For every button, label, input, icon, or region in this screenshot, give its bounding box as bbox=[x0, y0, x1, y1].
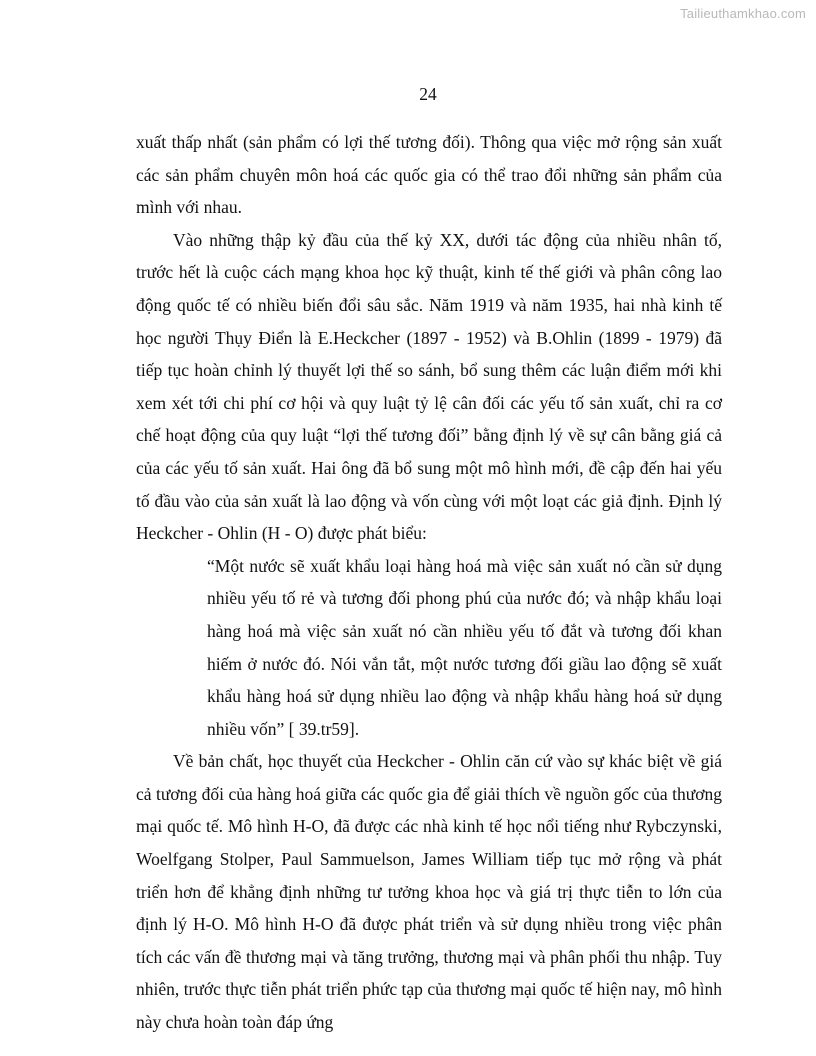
paragraph-heckscher-ohlin-intro: Vào những thập kỷ đầu của thế kỷ XX, dưới tác động của nhiều nhân tố, trước hết là cuộc cách mạng khoa học kỹ thuật, kinh tế thế giới và phân công lao động quốc tế có nhiều biến đổi sâu sắc. Năm 1919 và năm 1935, hai nhà kinh tế học người Thụy Điển là E.Heckcher (1897 - 1952) và B.Ohlin (1899 - 1979) đã tiếp tục hoàn chỉnh lý thuyết lợi thế so sánh, bổ sung thêm các luận điểm mới khi xem xét tới chi phí cơ hội và quy luật tỷ lệ cân đối các yếu tố sản xuất, chỉ ra cơ chế hoạt động của quy luật “lợi thế tương đối” bằng định lý về sự cân bằng giá cả của các yếu tố sản xuất. Hai ông đã bổ sung một mô hình mới, đề cập đến hai yếu tố đầu vào của sản xuất là lao động và vốn cùng với một loạt các giả định. Định lý Heckcher - Ohlin (H - O) được phát biểu: bbox=[136, 229, 722, 544]
watermark-text: Tailieuthamkhao.com bbox=[680, 6, 806, 21]
document-body bbox=[136, 126, 722, 1039]
paragraph-ho-essence: Về bản chất, học thuyết của Heckcher - Ohlin căn cứ vào sự khác biệt về giá cả tương đối của hàng hoá giữa các quốc gia để giải thích về nguồn gốc của thương mại quốc tế. Mô hình H-O, đã được các nhà kinh tế học nổi tiếng như Rybczynski, Woelfgang Stolper, Paul Sammuelson, James William tiếp tục mở rộng và phát triển hơn để khẳng định những tư tưởng khoa học và giá trị thực tiễn to lớn của định lý H-O. Mô hình H-O đã được phát triển và sử dụng nhiều trong việc phân tích các vấn đề thương mại và tăng trưởng, thương mại và phân phối thu nhập. Tuy nhiên, trước thực tiễn phát triển phức tạp của thương mại quốc tế hiện nay, mô hình này chưa hoàn toàn đáp ứng bbox=[136, 751, 722, 1033]
page-number: 24 bbox=[419, 84, 437, 104]
paragraph-continuation: xuất thấp nhất (sản phẩm có lợi thế tương đối). Thông qua việc mở rộng sản xuất các sản phẩm chuyên môn hoá các quốc gia có thể trao đổi những sản phẩm của mình với nhau. bbox=[136, 132, 722, 218]
block-quote-ho-theorem: “Một nước sẽ xuất khẩu loại hàng hoá mà việc sản xuất nó cần sử dụng nhiều yếu tố rẻ và tương đối phong phú của nước đó; và nhập khẩu loại hàng hoá mà việc sản xuất nó cần nhiều yếu tố đắt và tương đối khan hiếm ở nước đó. Nói vắn tắt, một nước tương đối giầu lao động sẽ xuất khẩu hàng hoá sử dụng nhiều lao động và nhập khẩu hàng hoá sử dụng nhiều vốn” [ 39.tr59]. bbox=[207, 555, 722, 739]
